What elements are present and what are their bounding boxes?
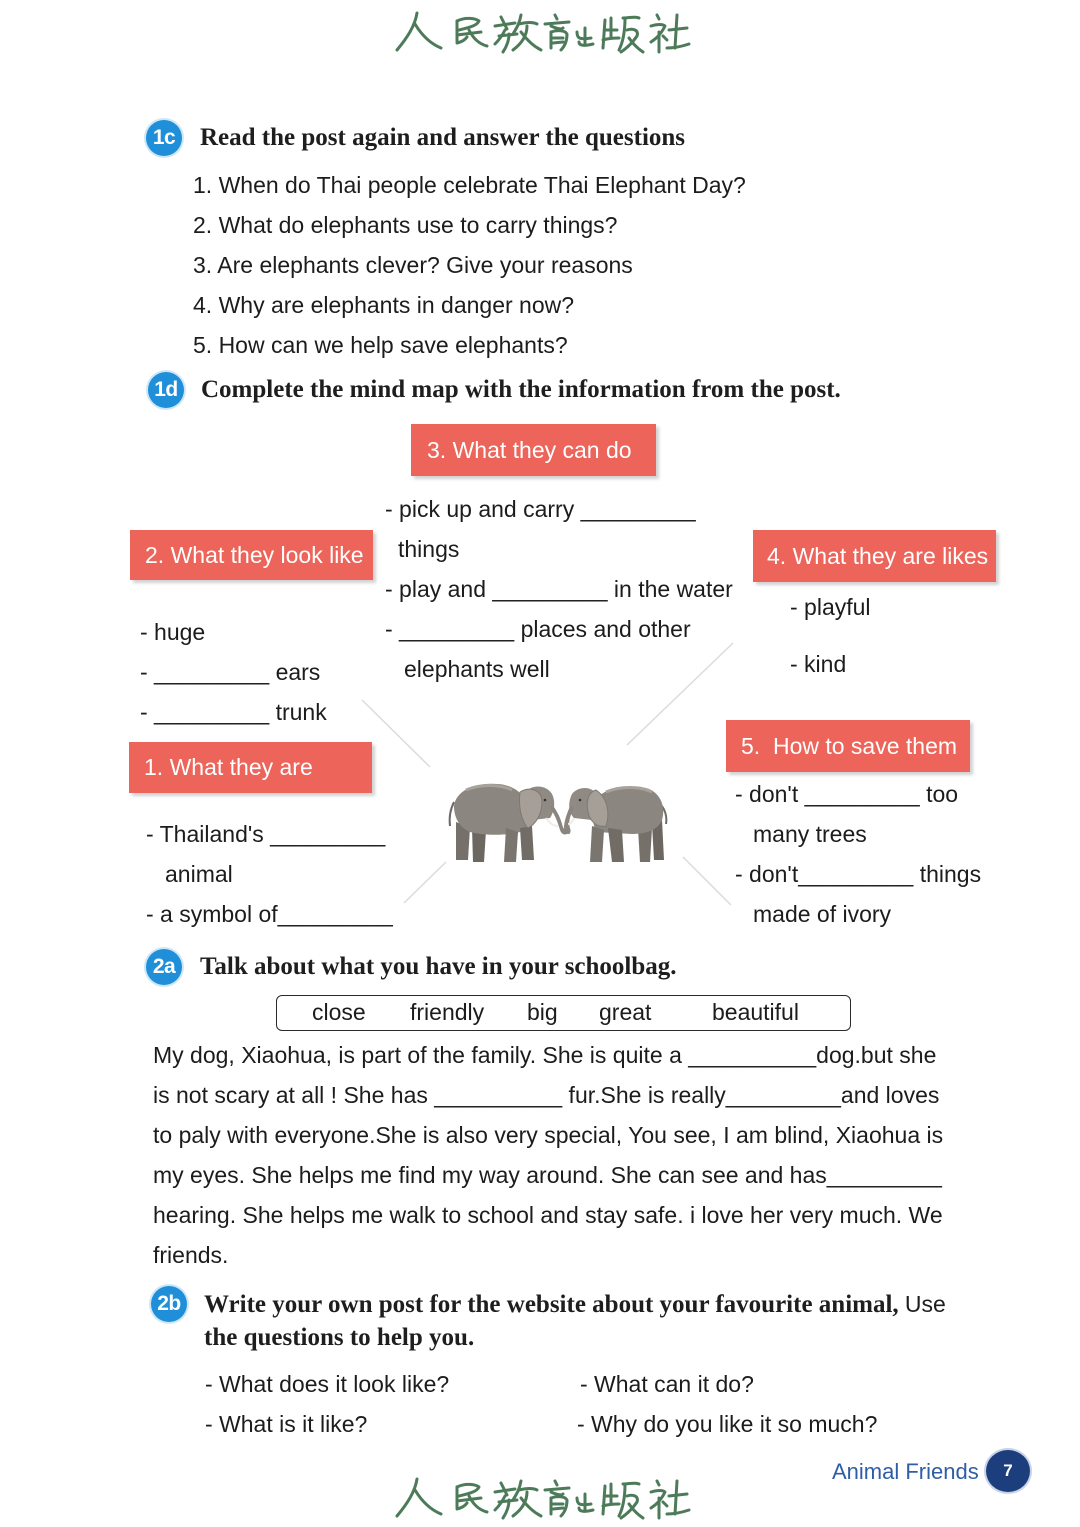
mind-map-connector [404, 862, 446, 903]
passage-line: friends. [153, 1242, 229, 1268]
section-badge-1d: 1d [148, 372, 184, 408]
mind-map-notes-what-they-are [146, 814, 393, 934]
passage-line: is not scary at all ! She has __________ fur.She is really_________and loves [153, 1082, 940, 1108]
mind-map-box-what-they-look-like [130, 530, 373, 580]
section-heading-2b [204, 1287, 946, 1322]
mind-map-note: - _________ places and other [385, 616, 691, 642]
question-item: 4. Why are elephants in danger now? [193, 292, 575, 318]
right-elephant [564, 787, 666, 862]
mind-map-box-title: 3. What they can do [427, 436, 632, 463]
section-heading-2b-tail: Use [904, 1291, 946, 1317]
section-badge-2b: 2b [151, 1286, 187, 1322]
writing-prompt: - What can it do? [580, 1371, 754, 1397]
mind-map-box-title: 4. What they are likes [767, 542, 989, 569]
mind-map-connector [362, 700, 430, 767]
word-bank [276, 995, 851, 1031]
mind-map-box-title: 1. What they are [144, 754, 313, 780]
mind-map-note: elephants well [404, 656, 550, 682]
question-item: 1. When do Thai people celebrate Thai Elephant Day? [193, 172, 746, 198]
writing-prompt: - Why do you like it so much? [577, 1411, 878, 1437]
mind-map-note: many trees [753, 821, 867, 847]
writing-prompt: - What is it like? [205, 1411, 368, 1437]
section-badge-1c: 1c [146, 120, 182, 156]
mind-map-box-title: 2. What they look like [145, 541, 364, 568]
word-bank-item: beautiful [712, 999, 799, 1025]
mind-map-notes-what-they-look-like [140, 612, 327, 732]
section-heading-1d: Complete the mind map with the information from the post. [201, 376, 841, 403]
passage-line: hearing. She helps me walk to school and stay safe. i love her very much. We [153, 1202, 943, 1228]
question-item: 3. Are elephants clever? Give your reasons [193, 252, 633, 278]
section-heading-2b-line2: the questions to help you. [204, 1324, 475, 1351]
mind-map-note: - a symbol of_________ [146, 901, 393, 927]
mind-map-box-what-they-are [129, 742, 372, 793]
question-item: 5. How can we help save elephants? [193, 332, 568, 358]
passage-line: My dog, Xiaohua, is part of the family. She is quite a __________dog.but she [153, 1042, 937, 1068]
publisher-logo-bottom [395, 1474, 691, 1520]
mind-map-box-what-they-are-likes [753, 530, 996, 582]
mind-map-note: - Thailand's _________ [146, 821, 386, 847]
mind-map-connector [683, 857, 731, 905]
mind-map-note: - don't_________ things [735, 861, 982, 887]
mind-map-note: made of ivory [753, 901, 892, 927]
mind-map-note: animal [165, 861, 233, 887]
mind-map-notes-what-they-can-do [385, 489, 733, 689]
mind-map-note: - play and _________ in the water [385, 576, 733, 602]
mind-map-note: - huge [140, 619, 206, 645]
passage-line: my eyes. She helps me find my way around. She can see and has_________ [153, 1162, 942, 1188]
mind-map-box-what-they-can-do [411, 424, 656, 476]
mind-map-note: - pick up and carry _________ [385, 496, 696, 522]
mind-map-notes-how-to-save-them [735, 774, 981, 934]
mind-map-note: - _________ trunk [140, 699, 327, 725]
unit-title: Animal Friends [832, 1459, 979, 1484]
question-item: 2. What do elephants use to carry things? [193, 212, 618, 238]
section-badge-2a: 2a [146, 949, 182, 985]
mind-map-box-title: 5. How to save them [741, 732, 958, 759]
section-heading-2b-main: Write your own post for the website about your favourite animal, [204, 1291, 899, 1318]
mind-map-note: - playful [790, 594, 871, 620]
word-bank-item: friendly [410, 999, 485, 1025]
word-bank-item: big [527, 999, 558, 1025]
section-heading-2a: Talk about what you have in your schoolbag. [200, 953, 677, 980]
section-heading-1c: Read the post again and answer the questions [200, 124, 686, 151]
mind-map-box-how-to-save-them [726, 720, 970, 772]
word-bank-item: great [599, 999, 652, 1025]
elephants-illustration [446, 772, 668, 868]
mind-map-note: - _________ ears [140, 659, 321, 685]
mind-map-note: - kind [790, 651, 847, 677]
cloze-passage [153, 1035, 943, 1275]
writing-prompt: - What does it look like? [205, 1371, 450, 1397]
page-number: 7 [986, 1450, 1030, 1492]
word-bank-item: close [312, 999, 366, 1025]
passage-line: to paly with everyone.She is also very special, You see, I am blind, Xiaohua is [153, 1122, 944, 1148]
mind-map-note: - don't _________ too [735, 781, 959, 807]
left-elephant [450, 784, 570, 862]
mind-map-note: things [398, 536, 460, 562]
